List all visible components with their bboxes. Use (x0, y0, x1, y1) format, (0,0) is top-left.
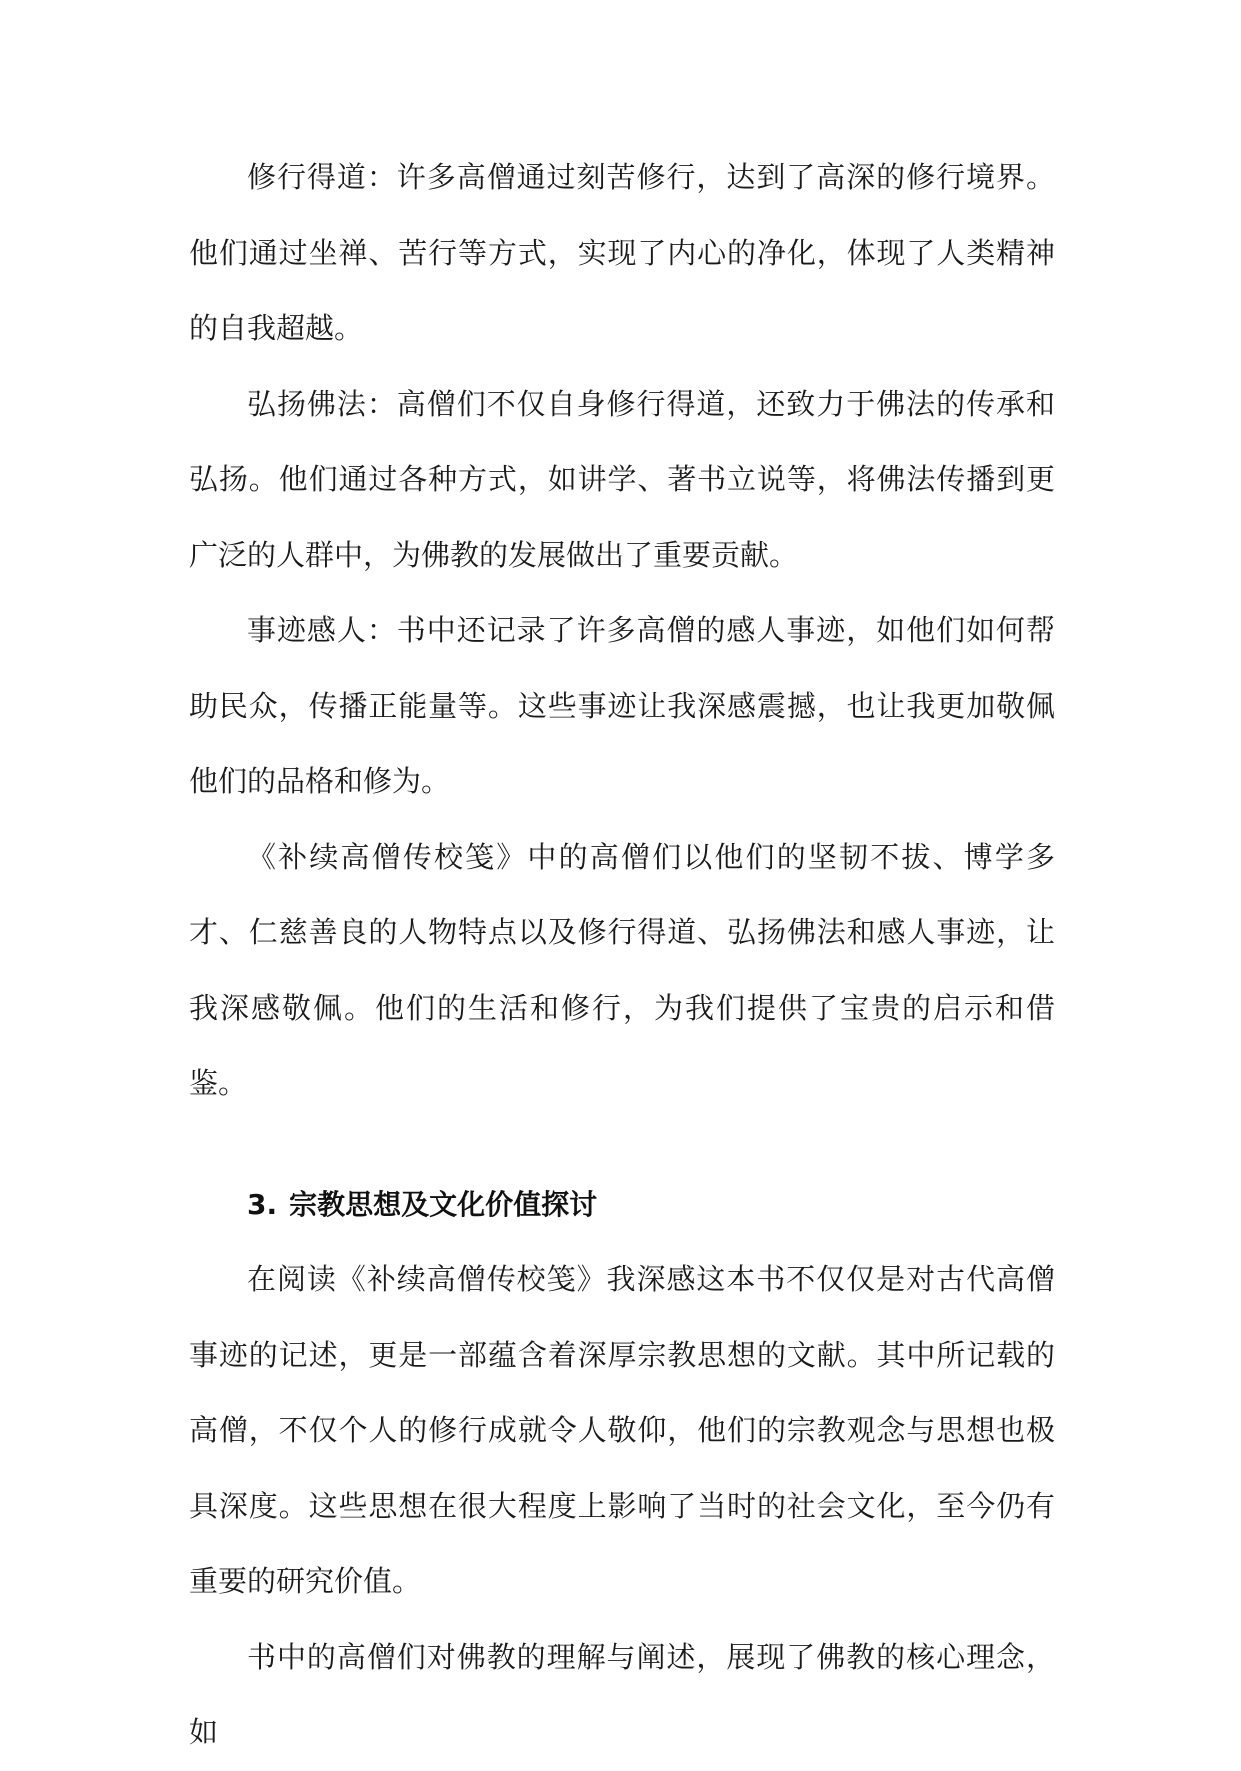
paragraph-religious-thought: 在阅读《补续高僧传校笺》我深感这本书不仅仅是对古代高僧事迹的记述，更是一部蕴含着深厚宗教思想的文献。其中所记载的高僧，不仅个人的修行成就令人敬仰，他们的宗教观念与思想也极具深度。这些思想在很大程度上影响了当时的社会文化，至今仍有重要的研究价值。 (189, 1262, 1055, 1598)
paragraph-touching-deeds: 事迹感人：书中还记录了许多高僧的感人事迹，如他们如何帮助民众，传播正能量等。这些事迹让我深感震撼，也让我更加敬佩他们的品格和修为。 (189, 613, 1055, 798)
paragraph-cultivation: 修行得道：许多高僧通过刻苦修行，达到了高深的修行境界。他们通过坐禅、苦行等方式，实现了内心的净化，体现了人类精神的自我超越。 (189, 160, 1055, 345)
section-heading (189, 1167, 1055, 1243)
paragraph-core-concepts: 书中的高僧们对佛教的理解与阐述，展现了佛教的核心理念，如 (189, 1639, 1055, 1749)
section-title: 宗教思想及文化价值探讨 (289, 1187, 598, 1221)
section-number: 3. (247, 1187, 278, 1221)
paragraph-spreading-dharma: 弘扬佛法：高僧们不仅自身修行得道，还致力于佛法的传承和弘扬。他们通过各种方式，如讲学、著书立说等，将佛法传播到更广泛的人群中，为佛教的发展做出了重要贡献。 (189, 386, 1055, 572)
document-body (189, 140, 1055, 1771)
paragraph-summary: 《补续高僧传校笺》中的高僧们以他们的坚韧不拔、博学多才、仁慈善良的人物特点以及修行得道、弘扬佛法和感人事迹，让我深感敬佩。他们的生活和修行，为我们提供了宝贵的启示和借鉴。 (189, 839, 1055, 1100)
